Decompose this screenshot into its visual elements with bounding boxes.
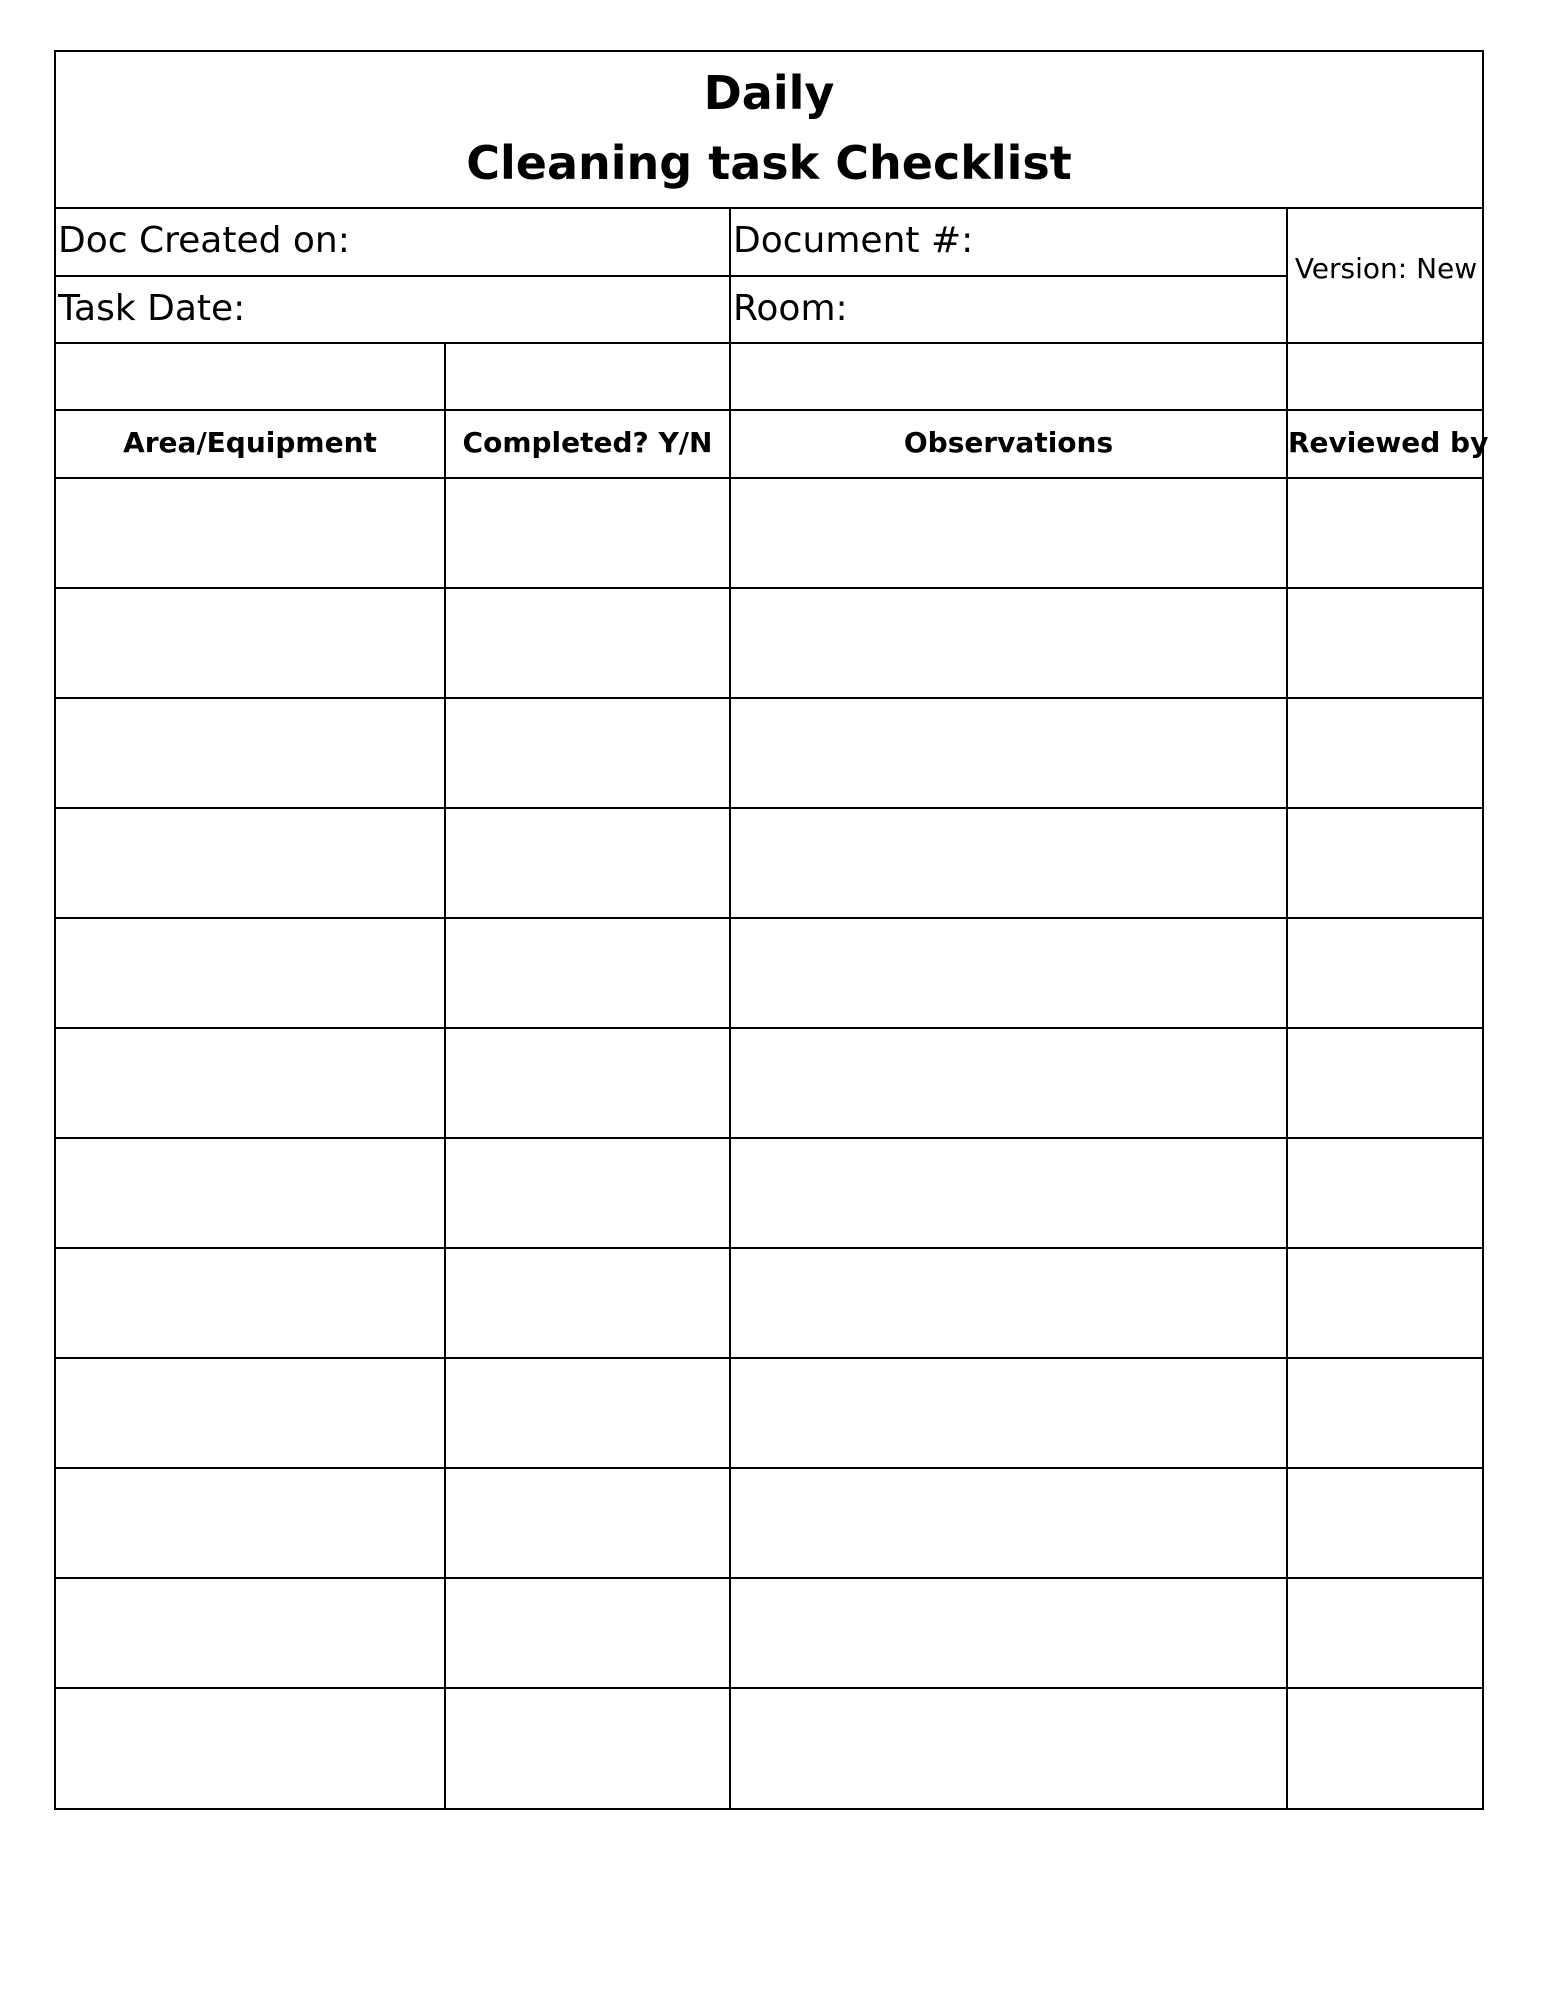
table-cell-reviewed-by[interactable] [1288, 919, 1482, 1027]
checklist-sheet [54, 50, 1489, 1810]
table-cell-completed[interactable] [446, 1029, 729, 1137]
column-header-observations: Observations [903, 426, 1114, 459]
table-cell-reviewed-by[interactable] [1288, 1469, 1482, 1577]
table-cell-reviewed-by[interactable] [1288, 809, 1482, 917]
table-cell-area-equipment[interactable] [56, 1579, 444, 1687]
table-cell-area-equipment[interactable] [56, 479, 444, 587]
table-cell-reviewed-by[interactable] [1288, 1139, 1482, 1247]
table-cell-area-equipment[interactable] [56, 919, 444, 1027]
room-label: Room: [733, 288, 848, 329]
column-header-area-equipment: Area/Equipment [123, 426, 377, 459]
table-cell-area-equipment[interactable] [56, 809, 444, 917]
blank-field[interactable] [56, 344, 444, 409]
table-cell-observations[interactable] [731, 589, 1286, 697]
table-cell-observations[interactable] [731, 1579, 1286, 1687]
table-cell-completed[interactable] [446, 919, 729, 1027]
table-cell-completed[interactable] [446, 479, 729, 587]
table-cell-area-equipment[interactable] [56, 1249, 444, 1357]
blank-field[interactable] [731, 344, 1286, 409]
page-title [56, 58, 1482, 198]
table-cell-completed[interactable] [446, 589, 729, 697]
table-cell-completed[interactable] [446, 809, 729, 917]
table-cell-observations[interactable] [731, 1359, 1286, 1467]
table-cell-reviewed-by[interactable] [1288, 1579, 1482, 1687]
table-cell-observations[interactable] [731, 1469, 1286, 1577]
blank-field[interactable] [1288, 344, 1482, 409]
table-cell-area-equipment[interactable] [56, 1689, 444, 1797]
table-cell-reviewed-by[interactable] [1288, 1359, 1482, 1467]
column-header-completed: Completed? Y/N [462, 426, 713, 459]
table-cell-completed[interactable] [446, 1469, 729, 1577]
doc-created-label: Doc Created on: [58, 220, 350, 261]
table-cell-observations[interactable] [731, 809, 1286, 917]
table-cell-area-equipment[interactable] [56, 1359, 444, 1467]
table-cell-observations[interactable] [731, 699, 1286, 807]
title-line-daily: Daily [703, 66, 835, 120]
table-cell-area-equipment[interactable] [56, 699, 444, 807]
table-cell-completed[interactable] [446, 1359, 729, 1467]
table-cell-reviewed-by[interactable] [1288, 1689, 1482, 1797]
table-cell-completed[interactable] [446, 1139, 729, 1247]
table-cell-observations[interactable] [731, 1029, 1286, 1137]
column-header-reviewed-by: Reviewed by [1288, 426, 1489, 459]
table-cell-completed[interactable] [446, 1689, 729, 1797]
table-cell-area-equipment[interactable] [56, 1029, 444, 1137]
version-label: Version: New [1294, 252, 1478, 285]
document-number-label: Document #: [733, 220, 974, 261]
table-cell-reviewed-by[interactable] [1288, 479, 1482, 587]
table-cell-observations[interactable] [731, 1139, 1286, 1247]
table-cell-completed[interactable] [446, 1249, 729, 1357]
blank-field[interactable] [446, 344, 729, 409]
table-cell-area-equipment[interactable] [56, 1469, 444, 1577]
table-cell-completed[interactable] [446, 1579, 729, 1687]
table-cell-completed[interactable] [446, 699, 729, 807]
table-cell-area-equipment[interactable] [56, 1139, 444, 1247]
table-cell-area-equipment[interactable] [56, 589, 444, 697]
title-line-checklist: Cleaning task Checklist [466, 136, 1072, 190]
table-cell-reviewed-by[interactable] [1288, 589, 1482, 697]
task-date-label: Task Date: [58, 288, 246, 329]
table-cell-observations[interactable] [731, 1689, 1286, 1797]
table-cell-observations[interactable] [731, 919, 1286, 1027]
table-cell-observations[interactable] [731, 479, 1286, 587]
table-cell-reviewed-by[interactable] [1288, 1029, 1482, 1137]
table-cell-observations[interactable] [731, 1249, 1286, 1357]
table-cell-reviewed-by[interactable] [1288, 1249, 1482, 1357]
table-cell-reviewed-by[interactable] [1288, 699, 1482, 807]
